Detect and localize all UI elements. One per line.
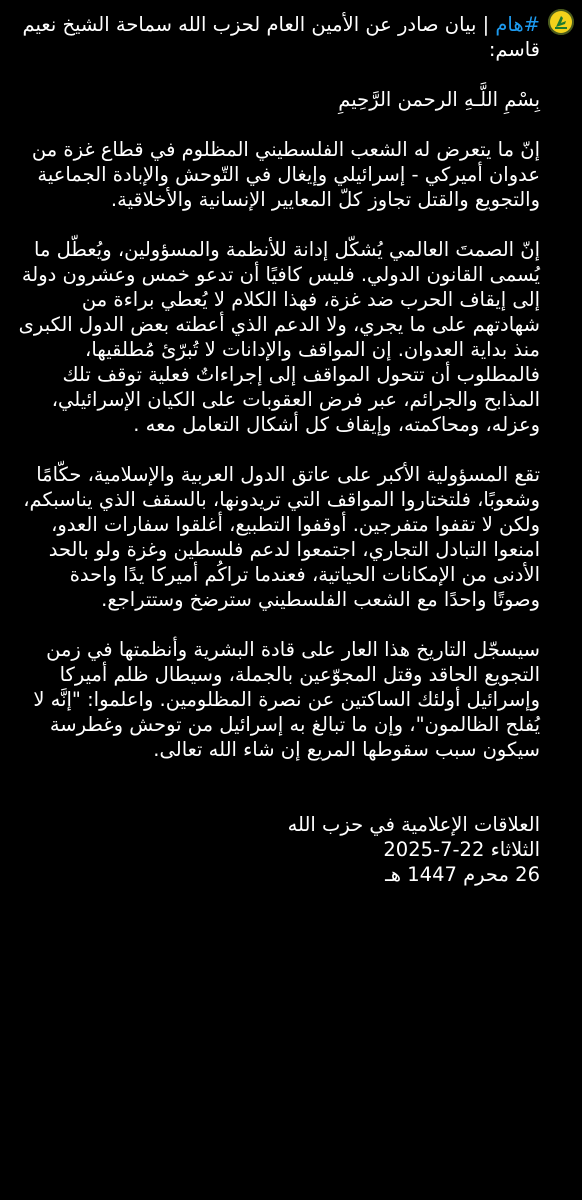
- paragraph-1: إنّ ما يتعرض له الشعب الفلسطيني المظلوم في قطاع غزة من عدوان أميركي - إسرائيلي وإيغال في التّوحش والإبادة الجماعية والتجويع والقتل تجاوز كلّ المعايير الإنسانية والأخلاقية.: [31, 138, 540, 211]
- paragraph-2: إنّ الصمتَ العالمي يُشكّل إدانة للأنظمة والمسؤولين، ويُعطّل ما يُسمى القانون الدولي. فليس كافيًا أن تدعو خمس وعشرون دولة إلى إيقاف الحرب ضد غزة، فهذا الكلام لا يُعطي براءة من شهادتهم على ما يجري، ولا الدعم الذي أعطته بعض الدول الكبرى منذ بداية العدوان. إن المواقف والإدانات لا تُبرّئ مُطلقيها، فالمطلوب أن تتحول المواقف إلى إجراءاتٌ فعلية توقف تلك المذابح والجرائم، عبر فرض العقوبات على الكيان الإسرائيلي، وعزله، ومحاكمته، وإيقاف كل أشكال التعامل معه .: [18, 238, 540, 436]
- bismillah: بِسْمِ اللَّـهِ الرحمن الرَّحِيمِ: [338, 88, 540, 111]
- organization-logo-icon: [548, 9, 574, 35]
- paragraph-3: تقع المسؤولية الأكبر على عاتق الدول العربية والإسلامية، حكّامًا وشعوبًا، فلتختاروا المواقف التي تريدونها، بالسقف الذي يناسبكم، ولكن لا تقفوا متفرجين. أوقفوا التطبيع، أغلقوا سفارات العدو، امنعوا التبادل التجاري، اجتمعوا لدعم فلسطين وغزة ولو بالحد الأدنى من الإمكانات الحياتية، فعندما تراكُم أميركا يدًا واحدة وصوتًا واحدًا مع الشعب الفلسطيني سترضخ وستتراجع.: [23, 463, 540, 611]
- post-header: [18, 12, 540, 62]
- signature: [18, 812, 540, 887]
- signature-date-hijri: 26 محرم 1447 هـ: [385, 863, 540, 886]
- avatar[interactable]: [548, 9, 574, 35]
- signature-date-gregorian: الثلاثاء 22-7-2025: [383, 838, 540, 861]
- paragraph-4: سيسجّل التاريخ هذا العار على قادة البشرية وأنظمتها في زمن التجويع الحاقد وقتل المجوّعين بالجملة، وسيطال ظلم أميركا وإسرائيل أولئك الساكتين عن نصرة المظلومين. واعلموا: "إنَّه لا يُفلح الظالمون"، وإن ما تبالغ به إسرائيل من توحش وغطرسة سيكون سبب سقوطها المريع إن شاء الله تعالى.: [33, 638, 540, 761]
- signature-org: العلاقات الإعلامية في حزب الله: [287, 813, 540, 836]
- post-body: [18, 12, 568, 887]
- hashtag-link[interactable]: #هام: [495, 13, 540, 36]
- header-text: | بيان صادر عن الأمين العام لحزب الله سماحة الشيخ نعيم قاسم:: [22, 13, 540, 61]
